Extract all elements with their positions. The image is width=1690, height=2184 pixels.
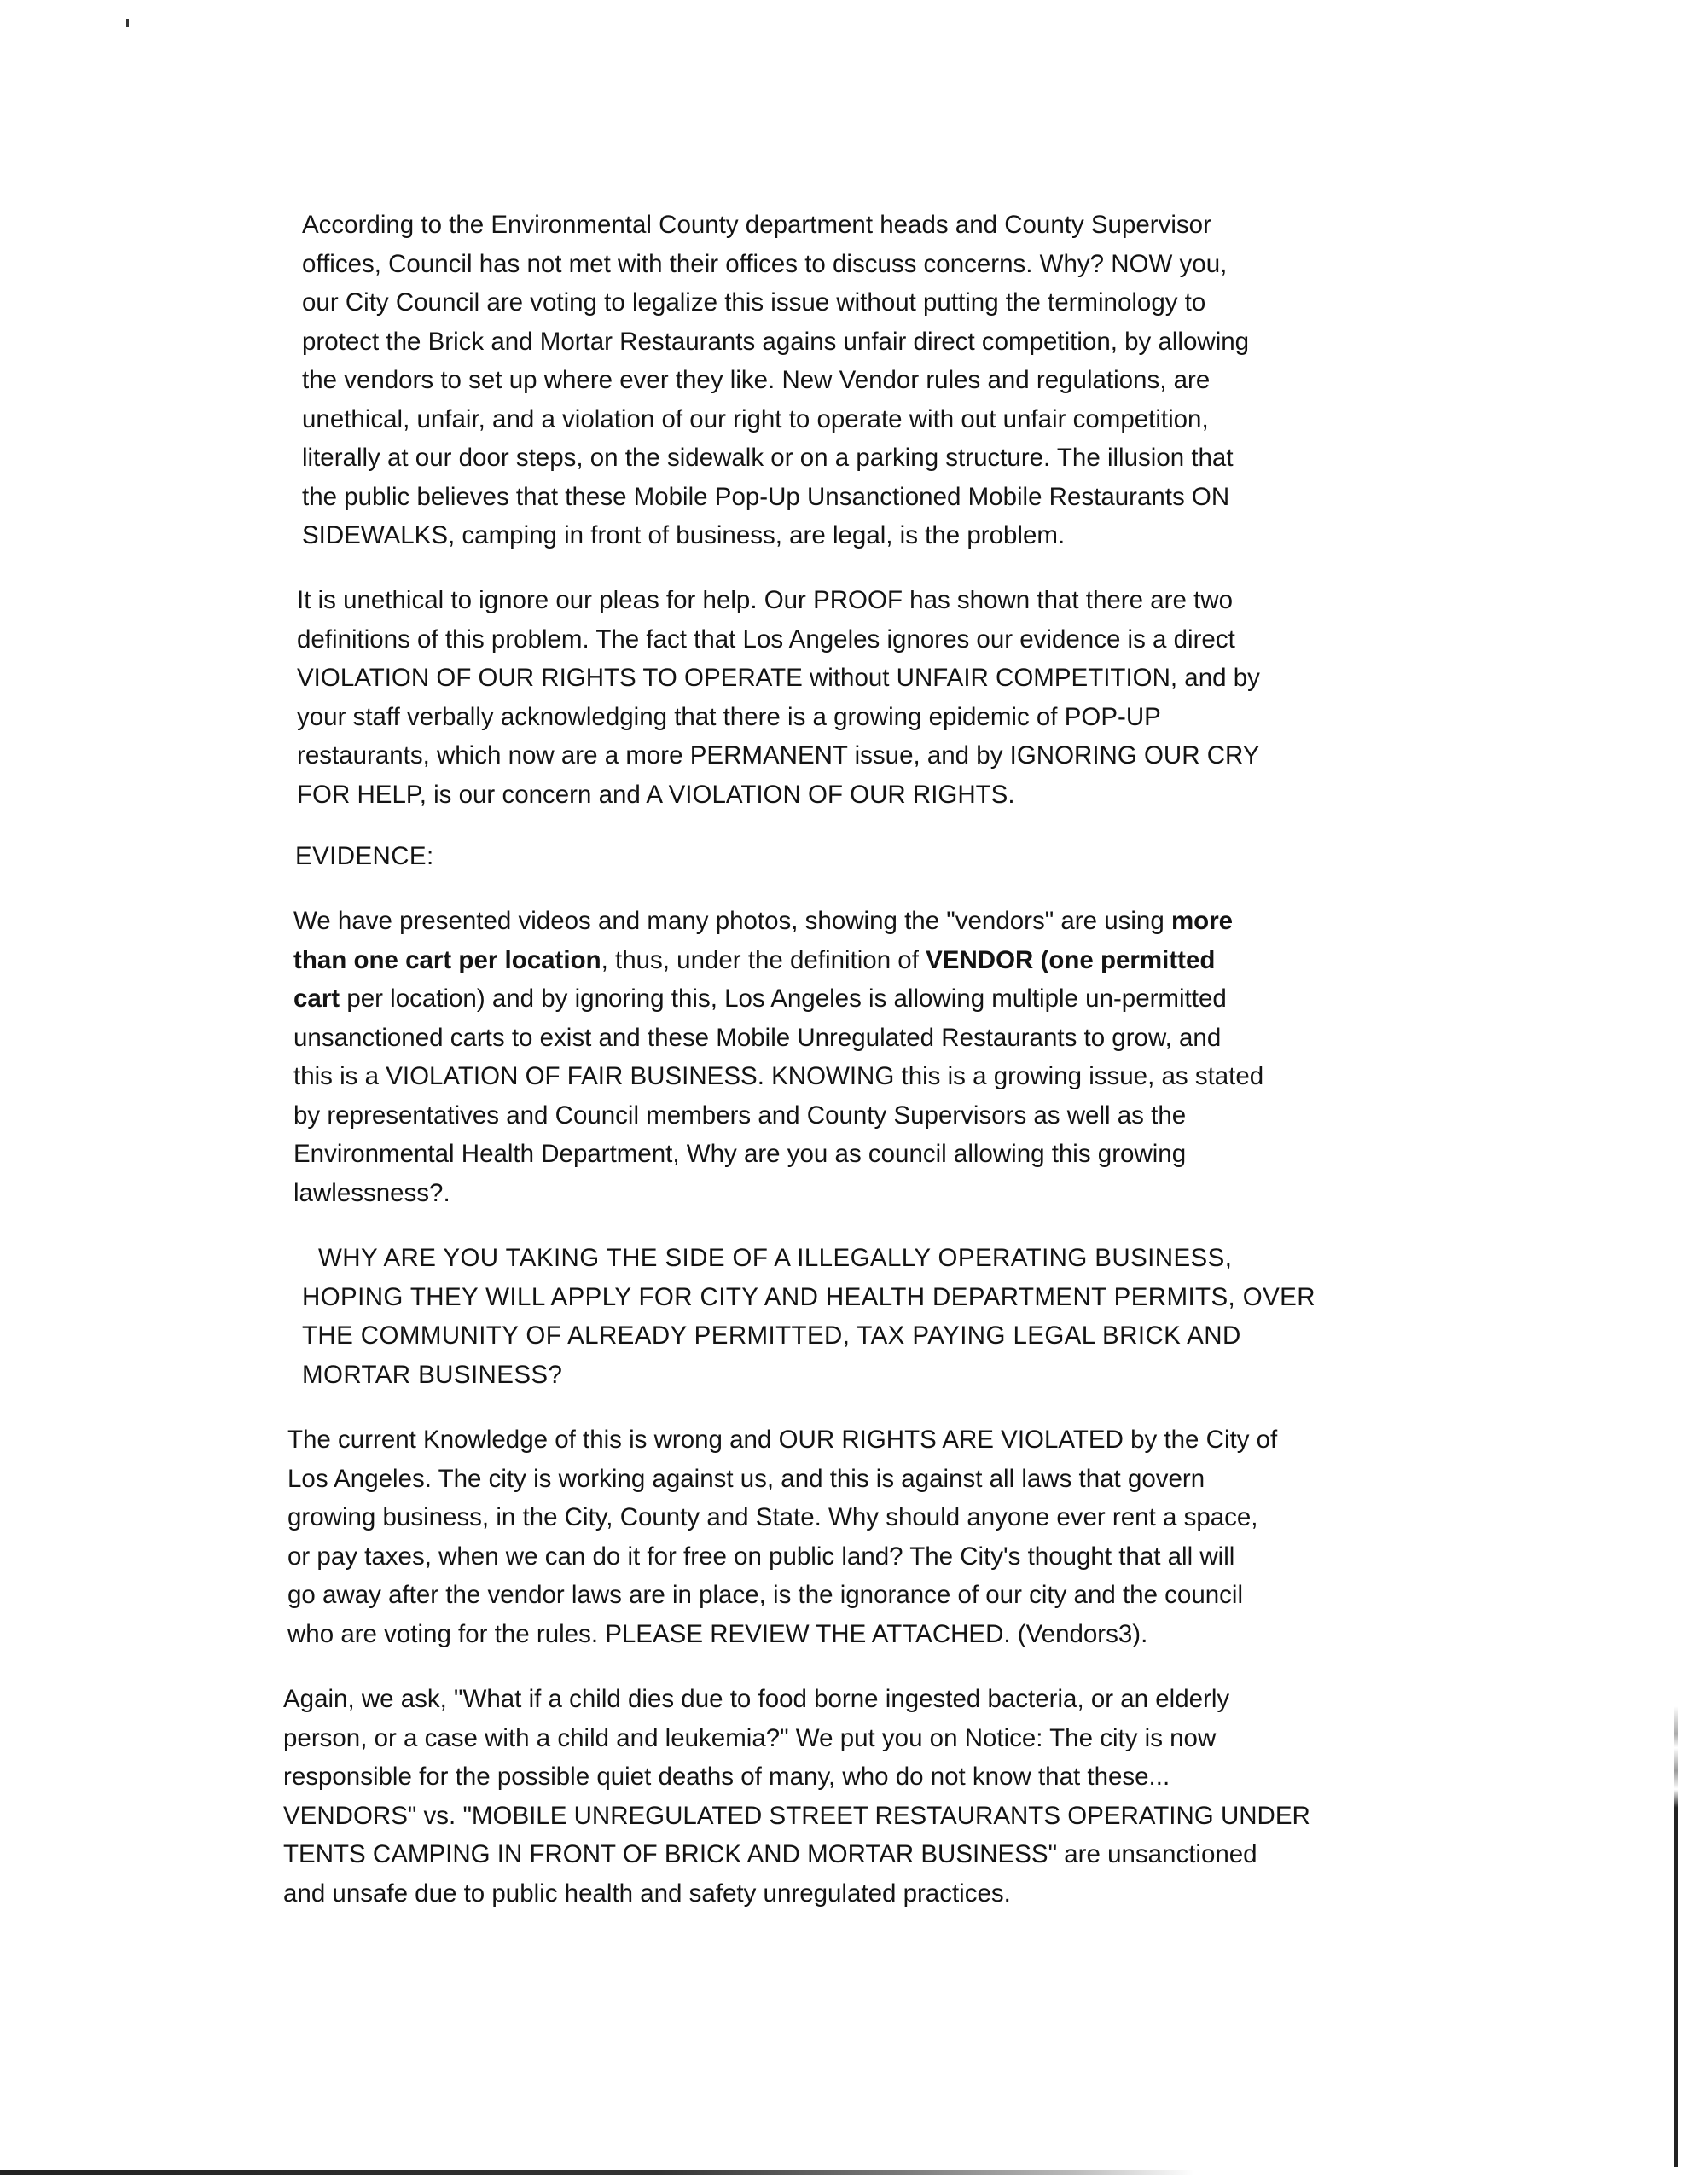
paragraph-3-line [293,979,1263,1019]
paragraph-3-text: per location) and by ignoring this, Los Angeles is allowing multiple un-permitted [340,985,1227,1013]
paragraph-1 [302,206,1249,555]
paragraph-5-line: or pay taxes, when we can do it for free on public land? The City's thought that all will [287,1542,1235,1571]
paragraph-1-line: the public believes that these Mobile Pop-Up Unsanctioned Mobile Restaurants ON [302,482,1230,511]
paragraph-6-line: Again, we ask, "What if a child dies due to food borne ingested bacteria, or an elderly [283,1685,1230,1713]
paragraph-3-bold-text: more [1170,907,1234,935]
paragraph-5-line: The current Knowledge of this is wrong and OUR RIGHTS ARE VIOLATED by the City of [287,1426,1278,1454]
paragraph-3-line: lawlessness?. [293,1178,450,1207]
paragraph-4-line: MORTAR BUSINESS? [302,1360,563,1389]
evidence-heading: EVIDENCE: [295,842,434,870]
paragraph-6-line: person, or a case with a child and leukemia?" We put you on Notice: The city is now [283,1723,1217,1752]
paragraph-1-line: our City Council are voting to legalize this issue without putting the terminology to [302,288,1206,317]
paragraph-5-line: Los Angeles. The city is working against us, and this is against all laws that govern [287,1464,1205,1493]
paragraph-3-bold-text: VENDOR (one permitted [926,945,1216,974]
paragraph-6-line: and unsafe due to public health and safety unregulated practices. [283,1879,1011,1908]
paragraph-3 [293,902,1263,1212]
paragraph-3-text: , thus, under the definition of [601,945,926,974]
paragraph-1-line: SIDEWALKS, camping in front of business, are legal, is the problem. [302,521,1066,549]
paragraph-3-line: unsanctioned carts to exist and these Mobile Unregulated Restaurants to grow, and [293,1023,1222,1052]
paragraph-2-line: VIOLATION OF OUR RIGHTS TO OPERATE without UNFAIR COMPETITION, and by [297,664,1260,692]
paragraph-3-text: We have presented videos and many photos, showing the "vendors" are using [293,907,1171,935]
paragraph-4-line: WHY ARE YOU TAKING THE SIDE OF A ILLEGALLY OPERATING BUSINESS, [318,1244,1233,1272]
paragraph-2-line: FOR HELP, is our concern and A VIOLATION OF OUR RIGHTS. [297,780,1015,809]
scan-mark [126,19,129,27]
paragraph-1-line: protect the Brick and Mortar Restaurants agains unfair direct competition, by allowing [302,327,1250,356]
paragraph-1-line: literally at our door steps, on the sidewalk or on a parking structure. The illusion that [302,444,1234,472]
paragraph-6-line: responsible for the possible quiet deaths of many, who do not know that these... [283,1763,1170,1791]
paragraph-4-line: HOPING THEY WILL APPLY FOR CITY AND HEALTH DEPARTMENT PERMITS, OVER [302,1282,1315,1311]
paragraph-3-line: by representatives and Council members and County Supervisors as well as the [293,1101,1187,1130]
paragraph-2-line: restaurants, which now are a more PERMANENT issue, and by IGNORING OUR CRY [297,741,1260,770]
paragraph-3-bold-text: cart [293,985,340,1013]
paragraph-1-line: unethical, unfair, and a violation of our right to operate with out unfair competition, [302,404,1209,433]
paragraph-1-line: According to the Environmental County department heads and County Supervisor [302,211,1211,239]
paragraph-5-line: growing business, in the City, County and State. Why should anyone ever rent a space, [287,1503,1258,1531]
paragraph-5-line: who are voting for the rules. PLEASE REVIEW THE ATTACHED. (Vendors3). [287,1619,1148,1648]
scan-right-edge [1674,1706,1678,2167]
paragraph-2-line: definitions of this problem. The fact that Los Angeles ignores our evidence is a direct [297,624,1235,653]
paragraph-3-line: this is a VIOLATION OF FAIR BUSINESS. KNOWING this is a growing issue, as stated [293,1062,1264,1090]
paragraph-1-line: the vendors to set up where ever they like. New Vendor rules and regulations, are [302,366,1211,394]
paragraph-3-line [293,902,1263,941]
paragraph-6-line: VENDORS" vs. "MOBILE UNREGULATED STREET RESTAURANTS OPERATING UNDER [283,1801,1310,1830]
paragraph-2 [297,581,1260,814]
paragraph-5-line: go away after the vendor laws are in place, is the ignorance of our city and the council [287,1581,1244,1609]
scan-bottom-edge [0,2170,1194,2175]
paragraph-1-line: offices, Council has not met with their offices to discuss concerns. Why? NOW you, [302,249,1228,278]
paragraph-3-bold-text: than one cart per location [293,945,601,974]
paragraph-6-line: TENTS CAMPING IN FRONT OF BRICK AND MORTAR BUSINESS" are unsanctioned [283,1840,1257,1868]
paragraph-5 [287,1420,1277,1653]
paragraph-2-line: It is unethical to ignore our pleas for help. Our PROOF has shown that there are two [297,586,1233,614]
paragraph-3-line [293,941,1263,980]
paragraph-6 [283,1680,1310,1913]
paragraph-4 [291,1239,1315,1394]
paragraph-2-line: your staff verbally acknowledging that there is a growing epidemic of POP-UP [297,702,1161,731]
paragraph-4-line: THE COMMUNITY OF ALREADY PERMITTED, TAX PAYING LEGAL BRICK AND [302,1321,1241,1350]
paragraph-3-line: Environmental Health Department, Why are you as council allowing this growing [293,1140,1187,1168]
